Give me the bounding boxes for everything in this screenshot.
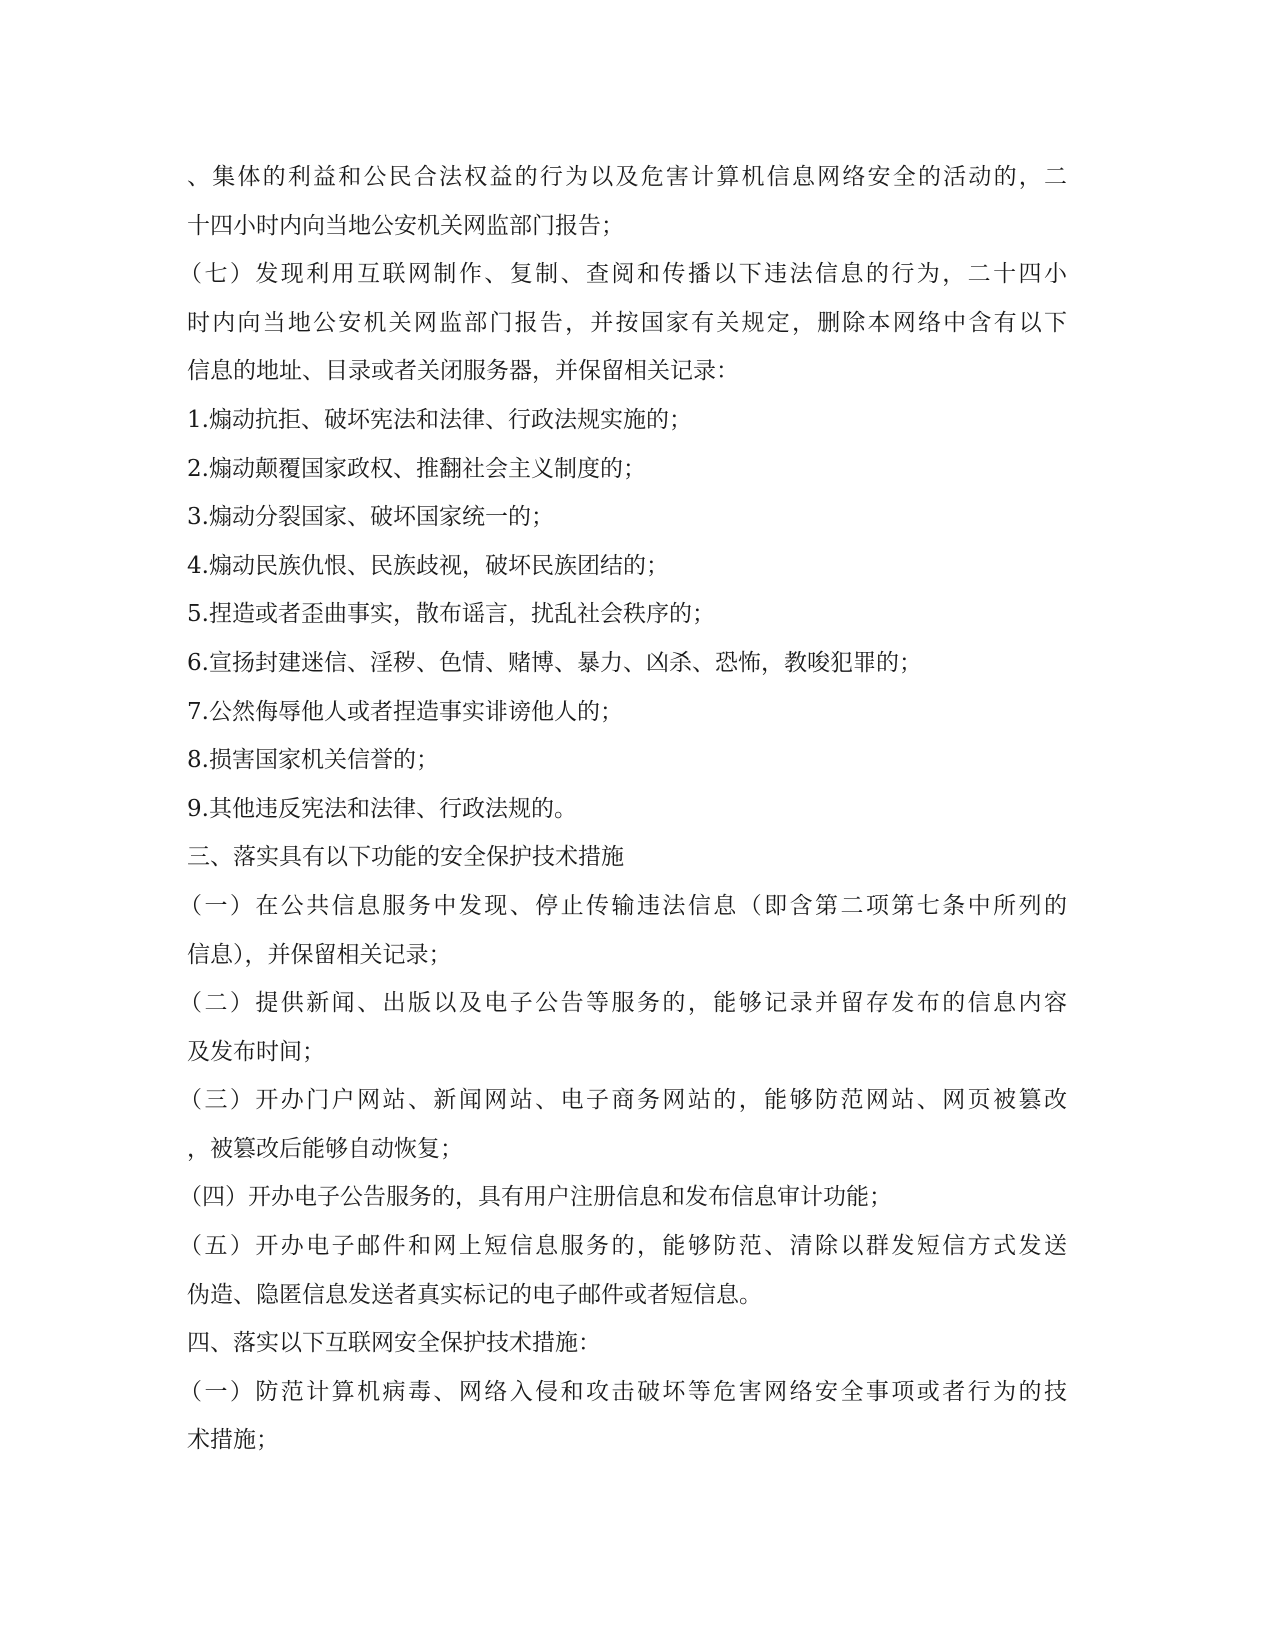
- text-line: 十四小时内向当地公安机关网监部门报告；: [187, 212, 624, 239]
- text-line: （七）发现利用互联网制作、复制、查阅和传播以下违法信息的行为，二十四小: [179, 261, 1067, 288]
- section-heading: 三、落实具有以下功能的安全保护技术措施: [187, 844, 624, 871]
- section-heading: 四、落实以下互联网安全保护技术措施：: [187, 1330, 601, 1357]
- text-line: 及发布时间；: [187, 1038, 325, 1065]
- list-item: 5.捏造或者歪曲事实，散布谣言，扰乱社会秩序的；: [187, 601, 715, 628]
- list-item: 6.宣扬封建迷信、淫秽、色情、赌博、暴力、凶杀、恐怖，教唆犯罪的；: [187, 649, 922, 676]
- text-line: 信息），并保留相关记录；: [187, 941, 452, 968]
- text-line: 信息的地址、目录或者关闭服务器，并保留相关记录：: [187, 358, 739, 385]
- list-item: 3.煽动分裂国家、破坏国家统一的；: [187, 504, 554, 531]
- text-line: 术措施；: [187, 1427, 279, 1454]
- list-item: 7.公然侮辱他人或者捏造事实诽谤他人的；: [187, 698, 623, 725]
- text-line: （四）开办电子公告服务的，具有用户注册信息和发布信息审计功能；: [179, 1184, 892, 1211]
- text-line: （三）开办门户网站、新闻网站、电子商务网站的，能够防范网站、网页被篡改: [179, 1087, 1067, 1114]
- list-item: 4.煽动民族仇恨、民族歧视，破坏民族团结的；: [187, 552, 669, 579]
- text-line: 伪造、隐匿信息发送者真实标记的电子邮件或者短信息。: [187, 1281, 762, 1308]
- text-line: 时内向当地公安机关网监部门报告，并按国家有关规定，删除本网络中含有以下: [187, 309, 1067, 336]
- list-item: 2.煽动颠覆国家政权、推翻社会主义制度的；: [187, 455, 646, 482]
- text-line: ，被篡改后能够自动恢复；: [187, 1135, 463, 1162]
- text-line: 、集体的利益和公民合法权益的行为以及危害计算机信息网络安全的活动的，二: [187, 164, 1067, 190]
- document-body: [179, 153, 1067, 1465]
- text-line: （一）在公共信息服务中发现、停止传输违法信息（即含第二项第七条中所列的: [179, 892, 1067, 919]
- list-item: 8.损害国家机关信誉的；: [187, 747, 439, 774]
- text-line: （一）防范计算机病毒、网络入侵和攻击破坏等危害网络安全事项或者行为的技: [179, 1378, 1067, 1405]
- list-item: 1.煽动抗拒、破坏宪法和法律、行政法规实施的；: [187, 406, 692, 433]
- list-item: 9.其他违反宪法和法律、行政法规的。: [187, 795, 577, 822]
- text-line: （二）提供新闻、出版以及电子公告等服务的，能够记录并留存发布的信息内容: [179, 990, 1067, 1017]
- text-line: （五）开办电子邮件和网上短信息服务的，能够防范、清除以群发短信方式发送: [179, 1233, 1067, 1260]
